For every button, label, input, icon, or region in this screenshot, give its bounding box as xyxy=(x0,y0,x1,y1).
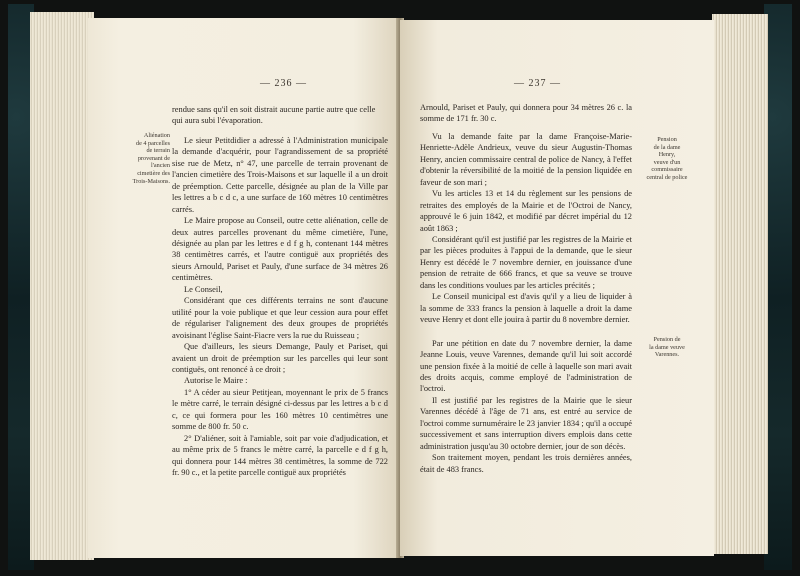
right-page xyxy=(400,20,714,556)
paragraph-vu-demande: Vu la demande faite par la dame Françoise-Marie-Henriette-Adèle Andrieux, veuve du sieur Augustin-Thomas Henry, ancien commissaire central de police de Nancy, à l'effet d'obtenir la réversibilité de la moitié de la pension liquidée en faveur de son mari ; xyxy=(420,131,632,187)
margin-note-alienation: Aliénation de 4 parcelles de terrain provenant de l'ancien cimetière des Trois-Maisons. xyxy=(132,132,170,185)
right-page-number: — 237 — xyxy=(514,78,561,89)
paragraph-autorise: Autorise le Maire : xyxy=(184,376,248,386)
left-page-body xyxy=(172,104,388,479)
left-page-number: — 236 — xyxy=(260,78,307,89)
paragraph-petitdidier: Le sieur Petitdidier a adressé à l'Administration municipale la demande d'acquérir, pour l'agrandissement de sa propriété sise rue de Metz, n° 47, une parcelle de terrain provenant de l'ancien cimetière des Trois-Maisons et sur laquelle il a un droit de préemption. Cette parcelle, désignée au plan de la Ville par les lettres a b c d c, a une surface de 160 mètres 10 centimètres carrés. xyxy=(172,135,388,214)
right-page-edges xyxy=(712,14,768,554)
paragraph-vu-articles: Vu les articles 13 et 14 du règlement sur les pensions de retraites des employés de la Mairie et de l'Octroi de Nancy, approuvé le 6 juin 1842, et modifié par décret impérial du 12 août 1863 ; xyxy=(420,189,632,233)
paragraph-que-dailleurs: Que d'ailleurs, les sieurs Demange, Pauly et Pariset, qui avaient un droit de préemption sur les parcelles qui leur sont contiguës, ont renoncé à ce droit ; xyxy=(172,342,388,374)
paragraph-considerant: Considérant que ces différents terrains ne sont d'aucune utilité pour la voie publique et que leur cession aura pour effet de régulariser l'alignement des deux groupes de propriétés avoisinant l'église Saint-Fiacre vers la rue du Ruisseau ; xyxy=(172,296,388,340)
carryover-line-2: qui aura subi l'évaporation. xyxy=(172,116,263,126)
paragraph-le-conseil: Le Conseil, xyxy=(184,284,223,294)
right-cover-board xyxy=(764,4,792,570)
paragraph-maire-propose: Le Maire propose au Conseil, outre cette aliénation, celle de deux autres parcelles provenant du même cimetière, l'une, désignée au plan par les lettres e d f g h, contenant 144 mètres 38 centimètres carrés, et l'autre contiguë aux propriétés des sieurs Arnould, Pariset et Pauly, d'une surface de 34 mètres 26 centimètres. xyxy=(172,216,388,283)
left-page xyxy=(88,18,400,558)
paragraph-arnould: Arnould, Pariset et Pauly, qui donnera pour 34 mètres 26 c. la somme de 171 fr. 30 c. xyxy=(420,103,632,124)
paragraph-justifie-varennes: Il est justifié par les registres de la Mairie que le sieur Varennes décédé à l'âge de 71 ans, est entré au service de l'octroi comme surnuméraire le 23 janvier 1834 ; qu'il a occupé successivement et sans interruption divers emplois dans cette administration jusqu'au 30 octobre dernier, jour de son décès. xyxy=(420,395,632,451)
right-page-body xyxy=(420,102,632,475)
carryover-line-1: rendue sans qu'il en soit distrait aucune partie autre que celle xyxy=(172,105,376,114)
margin-note-pension-henry: Pension de la dame Henry, veuve d'un commissaire central de police xyxy=(646,136,688,181)
margin-note-pension-varennes: Pension de la dame veuve Varennes. xyxy=(649,336,685,359)
paragraph-item-1: 1° A céder au sieur Petitjean, moyennant le prix de 5 francs le mètre carré, le terrain désigné ci-dessus par les lettres a b c d c, ce qui formera pour les 160 mètres 10 centimètres une somme de 800 fr. 50 c. xyxy=(172,387,388,432)
paragraph-considerant-henry: Considérant qu'il est justifié par les registres de la Mairie et par les pièces produites à l'appui de la demande, que le sieur Henry est décédé le 7 novembre dernier, en jouissance d'une pension de retraite de 666 francs, et que sa veuve se trouve dans les conditions voulues par les articles précités ; xyxy=(420,234,632,290)
paragraph-traitement: Son traitement moyen, pendant les trois dernières années, était de 483 francs. xyxy=(420,453,632,474)
paragraph-item-2: 2° D'aliéner, soit à l'amiable, soit par voie d'adjudication, et au même prix de 5 francs le mètre carré, la parcelle e d f g h, qui donnera pour 144 mètres 38 centimètres, la somme de 722 fr. 90 c., et la petite parcelle contiguë aux propriétés xyxy=(172,433,388,478)
paragraph-petition-varennes: Par une pétition en date du 7 novembre dernier, la dame Jeanne Louis, veuve Varennes, demande qu'il lui soit accordé une pension fixée à la moitié de celle à laquelle son mari avait des droits acquis, comme employé de l'administration de l'octroi. xyxy=(420,338,632,394)
left-page-edges xyxy=(30,12,94,560)
paragraph-avis-conseil: Le Conseil municipal est d'avis qu'il y a lieu de liquider à la somme de 333 francs la pension à laquelle a droit la dame veuve Henry et dont elle jouira à partir du 8 novembre dernier. xyxy=(420,292,632,325)
